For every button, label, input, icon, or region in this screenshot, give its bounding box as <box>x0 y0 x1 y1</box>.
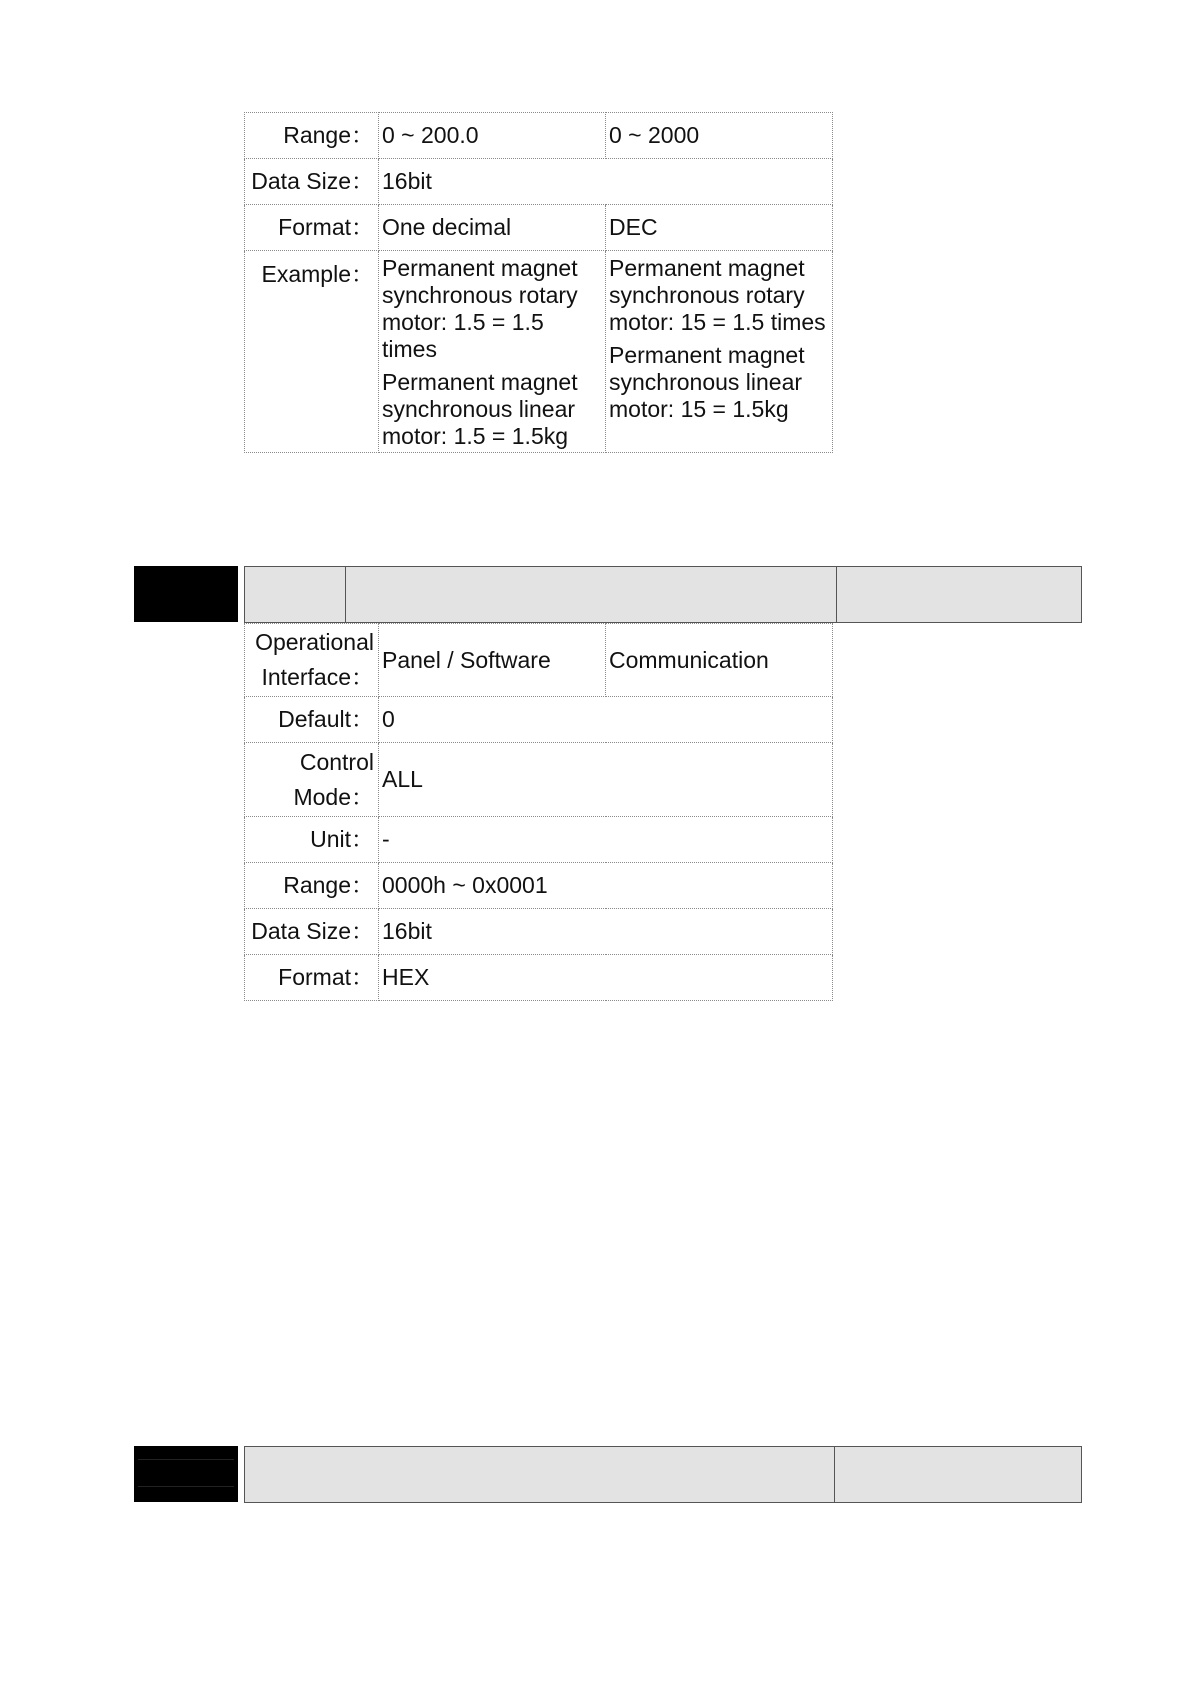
row-format <box>245 205 833 251</box>
format-value-2: HEX <box>379 955 833 1001</box>
row-operational-interface <box>245 624 833 697</box>
example-linear-comm: Permanent magnet synchronous linear motor: 15 = 1.5kg <box>609 342 805 422</box>
range-value-panel: 0 ~ 200.0 <box>379 113 606 159</box>
format-value-comm: DEC <box>606 205 833 251</box>
unit-label: Unit： <box>245 817 379 863</box>
example-linear-panel: Permanent magnet synchronous linear motor: 1.5 = 1.5kg <box>382 369 578 449</box>
header-divider-1 <box>345 567 346 622</box>
header-divider-2 <box>836 567 837 622</box>
spec-table-parameter <box>244 623 833 1001</box>
range-value-comm: 0 ~ 2000 <box>606 113 833 159</box>
operational-interface-label-line2: Interface： <box>261 664 374 690</box>
example-label: Example： <box>245 251 379 453</box>
parameter-header-bar <box>244 566 1082 623</box>
spec-table-top <box>244 112 833 453</box>
control-mode-label-line2: Mode： <box>293 783 374 810</box>
parameter-number-box <box>134 566 238 622</box>
row-unit <box>245 817 833 863</box>
default-value: 0 <box>379 697 833 743</box>
control-mode-value: ALL <box>379 743 833 817</box>
operational-interface-label-line1: Operational <box>255 629 374 655</box>
row-default <box>245 697 833 743</box>
parameter-number-box-2 <box>134 1446 238 1502</box>
row-data-size-2 <box>245 909 833 955</box>
interface-communication: Communication <box>606 624 833 697</box>
row-range <box>245 113 833 159</box>
row-range-2 <box>245 863 833 909</box>
format-label: Format： <box>245 205 379 251</box>
example-rotary-panel: Permanent magnet synchronous rotary motor: 1.5 = 1.5 times <box>382 255 578 362</box>
data-size-label-2: Data Size： <box>245 909 379 955</box>
data-size-label: Data Size： <box>245 159 379 205</box>
example-rotary-comm: Permanent magnet synchronous rotary motor: 15 = 1.5 times <box>609 255 826 335</box>
box-stripe-2 <box>138 1486 234 1487</box>
control-mode-label-line1: Control <box>299 748 374 775</box>
operational-interface-label <box>245 624 379 697</box>
example-comm <box>606 251 833 453</box>
parameter-header-bar-2 <box>244 1446 1082 1503</box>
format-label-2: Format： <box>245 955 379 1001</box>
format-value-panel: One decimal <box>379 205 606 251</box>
row-data-size <box>245 159 833 205</box>
row-format-2 <box>245 955 833 1001</box>
data-size-value-2: 16bit <box>379 909 833 955</box>
header2-divider <box>834 1447 835 1502</box>
example-panel <box>379 251 606 453</box>
box-stripe-1 <box>138 1459 234 1460</box>
range-value-2: 0000h ~ 0x0001 <box>379 863 833 909</box>
unit-value: - <box>379 817 833 863</box>
range-label-2: Range： <box>245 863 379 909</box>
range-label: Range： <box>245 113 379 159</box>
default-label: Default： <box>245 697 379 743</box>
row-example <box>245 251 833 453</box>
row-control-mode <box>245 743 833 817</box>
control-mode-label <box>245 743 379 817</box>
data-size-value: 16bit <box>379 159 833 205</box>
interface-panel-software: Panel / Software <box>379 624 606 697</box>
